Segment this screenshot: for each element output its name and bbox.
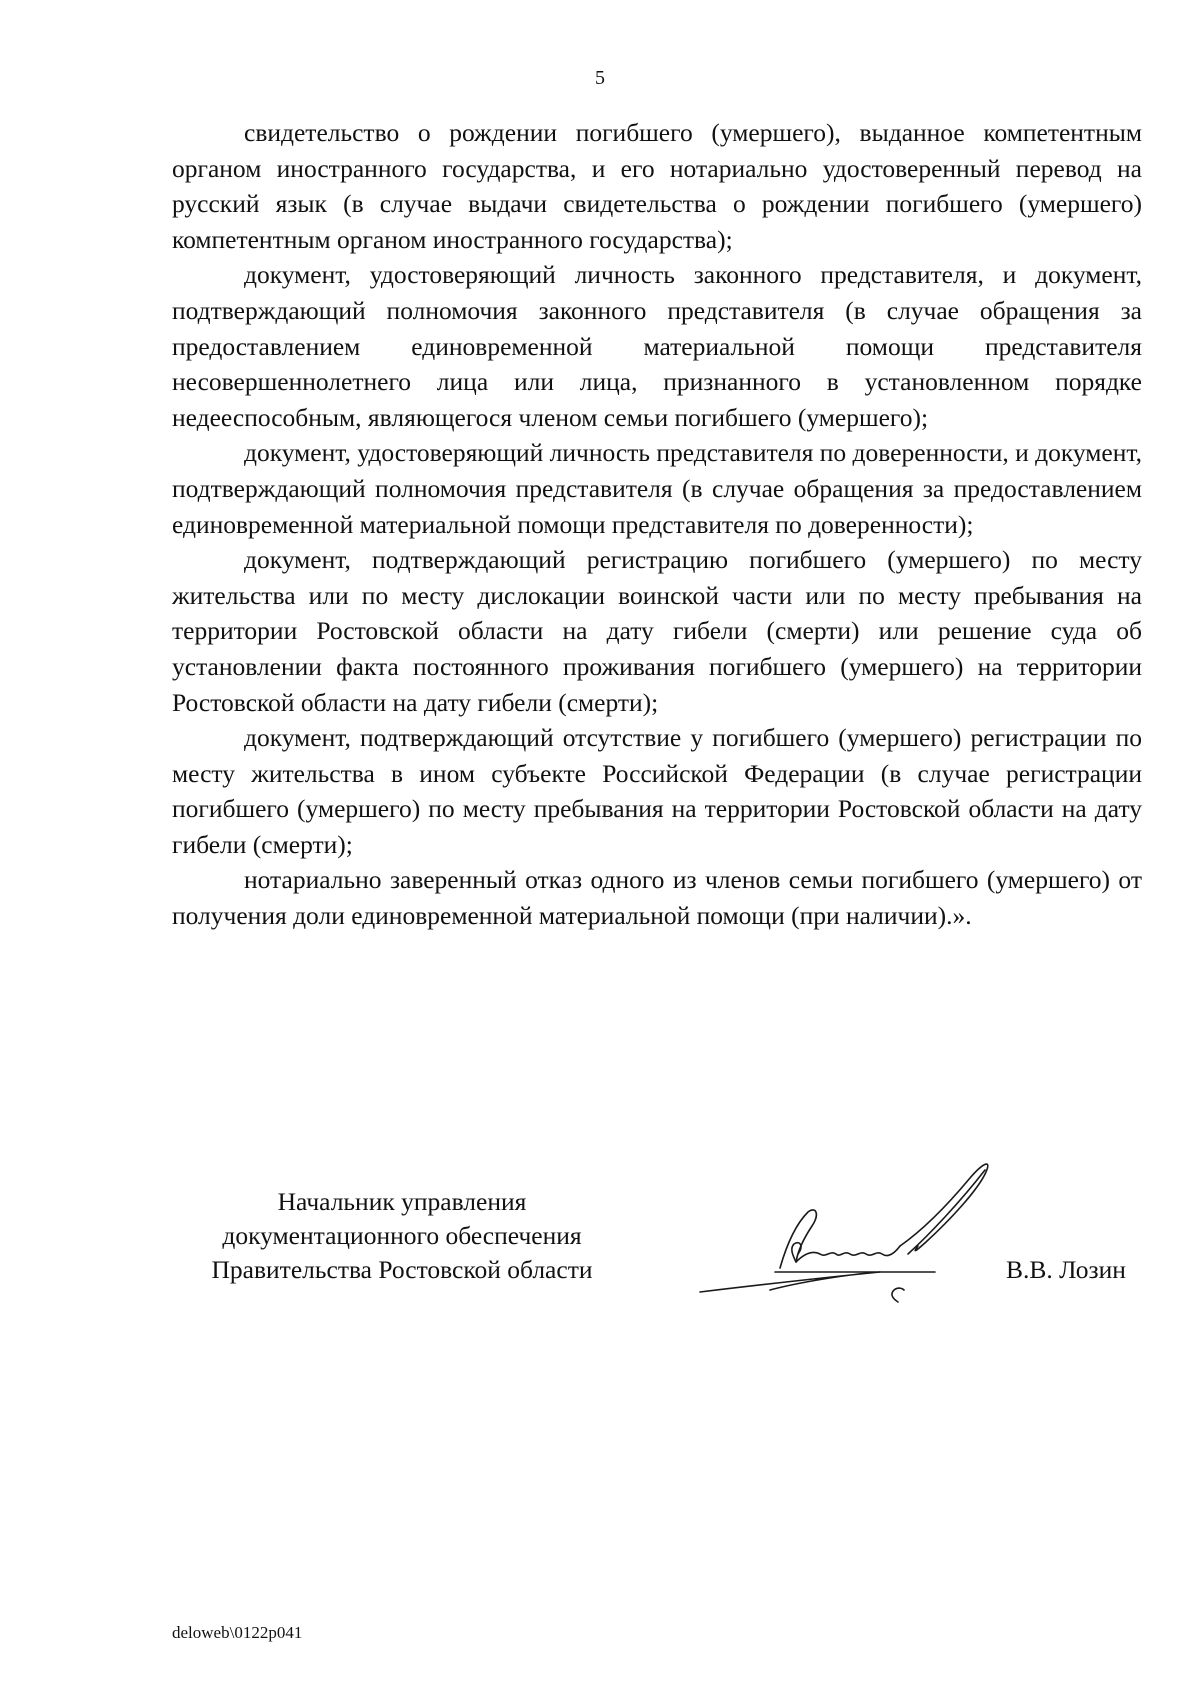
list-item: документ, удостоверяющий личность представителя по доверенности, и документ, подтверждающий полномочия представителя (в случае обращения за предоставлением единовременной материальной помощи представителя по доверенности); — [172, 438, 1142, 539]
document-code: deloweb\0122p041 — [172, 1623, 303, 1642]
signer-position-line: Правительства Ростовской области — [211, 1255, 593, 1284]
handwritten-signature-icon — [680, 1150, 1030, 1310]
signer-name: В.В. Лозин — [1006, 1255, 1126, 1284]
signer-position — [172, 1185, 632, 1287]
page-number: 5 — [595, 67, 605, 89]
list-item: документ, удостоверяющий личность законного представителя, и документ, подтверждающий полномочия законного представителя (в случае обращения за предоставлением единовременной материальной помощи представителя несовершеннолетнего лица или лица, признанного в установленном порядке недееспособным, являющегося членом семьи погибшего (умершего); — [172, 260, 1142, 432]
document-body — [172, 115, 1142, 934]
signer-position-line: Начальник управления — [277, 1187, 527, 1216]
list-item: документ, подтверждающий регистрацию погибшего (умершего) по месту жительства или по месту дислокации воинской части или по месту пребывания на территории Ростовской области на дату гибели (смерти) или решение суда об установлении факта постоянного проживания погибшего (умершего) на территории Ростовской области на дату гибели (смерти); — [172, 545, 1142, 717]
list-item: документ, подтверждающий отсутствие у погибшего (умершего) регистрации по месту жительства в ином субъекте Российской Федерации (в случае регистрации погибшего (умершего) по месту пребывания на территории Ростовской области на дату гибели (смерти); — [172, 723, 1142, 859]
signer-position-line: документационного обеспечения — [222, 1221, 582, 1250]
list-item: нотариально заверенный отказ одного из членов семьи погибшего (умершего) от получения доли единовременной материальной помощи (при наличии).». — [172, 865, 1142, 931]
list-item: свидетельство о рождении погибшего (умершего), выданное компетентным органом иностранного государства, и его нотариально удостоверенный перевод на русский язык (в случае выдачи свидетельства о рождении погибшего (умершего) компетентным органом иностранного государства); — [172, 118, 1142, 254]
